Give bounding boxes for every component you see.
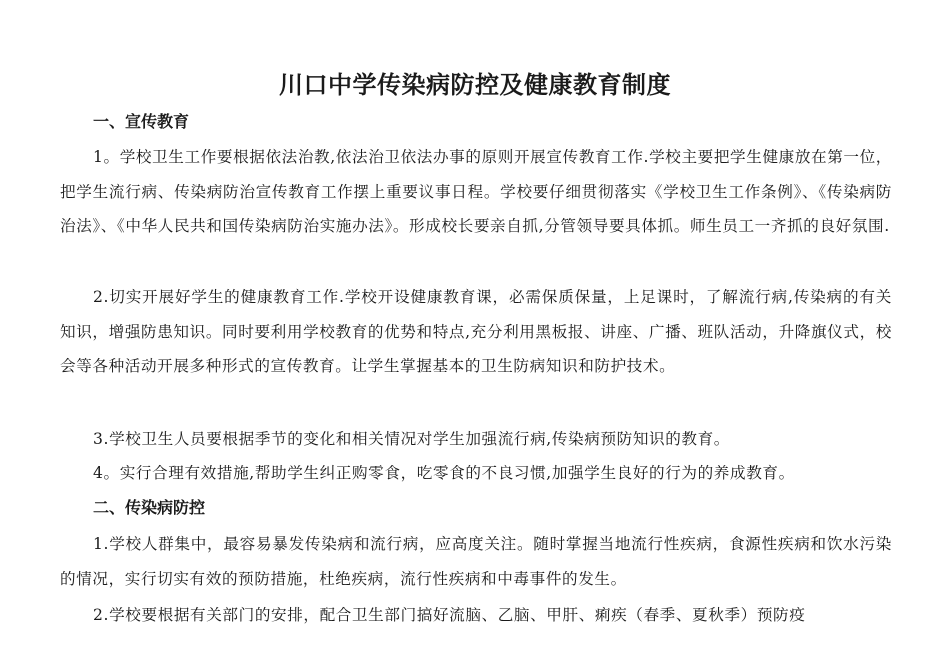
paragraph: 2.学校要根据有关部门的安排，配合卫生部门搞好流脑、乙脑、甲肝、痢疾（春季、夏秋季）预防疫	[93, 606, 806, 624]
section-heading-disease-control: 二、传染病防控	[93, 498, 206, 517]
section-heading-publicity: 一、宣传教育	[93, 112, 190, 131]
paragraph: 4。实行合理有效措施,帮助学生纠正购零食，吃零食的不良习惯,加强学生良好的行为的养成教育。	[93, 464, 795, 482]
document-title: 川口中学传染病防控及健康教育制度	[279, 71, 671, 99]
paragraph: 1。学校卫生工作要根据依法治教,依法治卫依法办事的原则开展宣传教育工作.学校主要把学生健康放在第一位，把学生流行病、传染病防治宣传教育工作摆上重要议事日程。学校要仔细贯彻落实《学校卫生工作条例》、《传染病防治法》、《中华人民共和国传染病防治实施办法》。形成校长要亲自抓,分管领导要具体抓。师生员工一齐抓的良好氛围.	[60, 148, 892, 236]
paragraph: 2.切实开展好学生的健康教育工作.学校开设健康教育课，必需保质保量，上足课时，了解流行病,传染病的有关知识，增强防患知识。同时要利用学校教育的优势和特点,充分利用黑板报、讲座、广播、班队活动，升降旗仪式，校会等各种活动开展多种形式的宣传教育。让学生掌握基本的卫生防病知识和防护技术。	[60, 288, 892, 376]
paragraph: 3.学校卫生人员要根据季节的变化和相关情况对学生加强流行病,传染病预防知识的教育。	[93, 430, 730, 448]
paragraph: 1.学校人群集中，最容易暴发传染病和流行病，应高度关注。随时掌握当地流行性疾病，食源性疾病和饮水污染的情况，实行切实有效的预防措施，杜绝疾病，流行性疾病和中毒事件的发生。	[60, 535, 892, 588]
